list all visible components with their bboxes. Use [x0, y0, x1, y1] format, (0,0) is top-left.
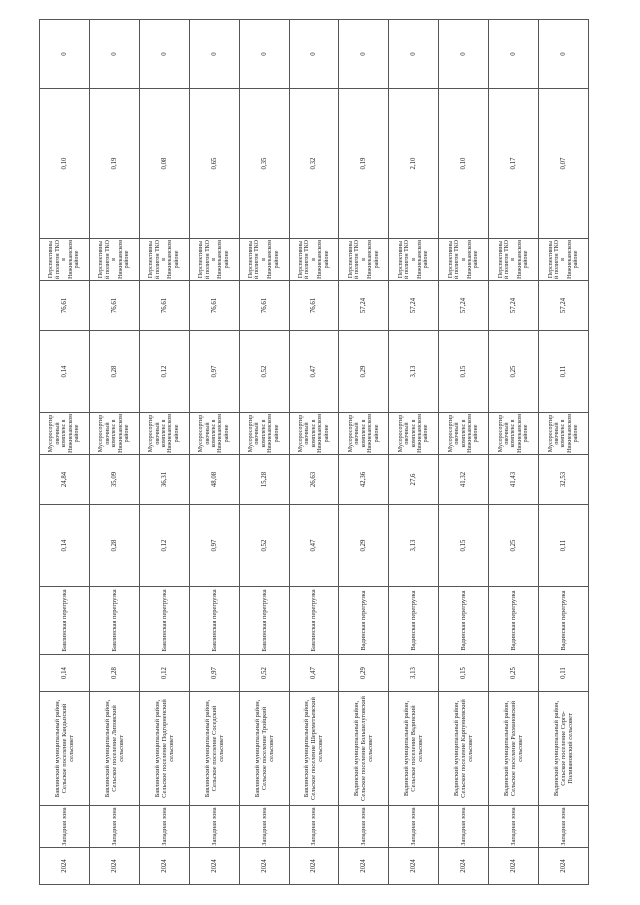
distance-cell: 15,28: [239, 455, 289, 505]
transfer-station-cell: Вадинская перегрузка: [389, 587, 439, 655]
municipality-cell: Вадинский муниципальный район, Сельское поселение Серго-Поливановский сельсовет: [539, 692, 589, 806]
landfill-cell: Перспективный полигон ТКО в Нижнекамском районе: [489, 239, 539, 281]
transfer-station-cell: Бавлинская перегрузка: [189, 587, 239, 655]
table-row: [189, 20, 239, 885]
volume-cell: 0,11: [539, 505, 589, 587]
distance-cell: 76,61: [289, 281, 339, 331]
transfer-station-cell: Вадинская перегрузка: [339, 587, 389, 655]
landfill-cell: Перспективный полигон ТКО в Нижнекамском районе: [539, 239, 589, 281]
volume-cell: 0,28: [89, 331, 139, 413]
zone-cell: Западная зона: [389, 806, 439, 848]
zone-cell: Западная зона: [89, 806, 139, 848]
landfill-cell: Перспективный полигон ТКО в Нижнекамском районе: [239, 239, 289, 281]
volume-cell: 0,10: [439, 89, 489, 239]
distance-cell: 57,24: [439, 281, 489, 331]
volume-cell: 0: [439, 20, 489, 89]
volume-cell: 0,07: [539, 89, 589, 239]
volume-cell: 0,47: [289, 655, 339, 692]
volume-cell: 0,08: [139, 89, 189, 239]
distance-cell: 76,61: [189, 281, 239, 331]
zone-cell: Западная зона: [439, 806, 489, 848]
volume-cell: 0: [239, 20, 289, 89]
table-row: [89, 20, 139, 885]
volume-cell: 0,97: [189, 655, 239, 692]
distance-cell: 36,31: [139, 455, 189, 505]
volume-cell: 0,14: [40, 655, 90, 692]
volume-cell: 3,13: [389, 655, 439, 692]
municipality-cell: Вадинский муниципальный район, Сельское поселение Большелуговский сельсовет: [339, 692, 389, 806]
volume-cell: 0,65: [189, 89, 239, 239]
volume-cell: 0,35: [239, 89, 289, 239]
waste-flow-table: [39, 19, 589, 885]
volume-cell: 0,15: [439, 331, 489, 413]
distance-cell: 57,24: [339, 281, 389, 331]
landfill-cell: Перспективный полигон ТКО в Нижнекамском районе: [40, 239, 90, 281]
volume-cell: 0,29: [339, 655, 389, 692]
zone-cell: Западная зона: [489, 806, 539, 848]
table-row: [339, 20, 389, 885]
distance-cell: 57,24: [539, 281, 589, 331]
municipality-cell: Бавлинский муниципальный район, Сельское поселение Кандызский сельсовет: [40, 692, 90, 806]
volume-cell: 0,47: [289, 331, 339, 413]
zone-cell: Западная зона: [189, 806, 239, 848]
municipality-cell: Бавлинский муниципальный район, Сельское поселение Липовский сельсовет: [89, 692, 139, 806]
volume-cell: 0: [189, 20, 239, 89]
volume-cell: 0,25: [489, 655, 539, 692]
year-cell: 2024: [439, 848, 489, 885]
volume-cell: 0,12: [139, 505, 189, 587]
volume-cell: 0,12: [139, 655, 189, 692]
landfill-cell: Перспективный полигон ТКО в Нижнекамском районе: [339, 239, 389, 281]
sorting-facility-cell: Мусоросортировочный комплекс в Нижнекамском районе: [539, 413, 589, 455]
volume-cell: 0,29: [339, 505, 389, 587]
municipality-cell: Бавлинский муниципальный район, Сельское поселение Шереметьевский сельсовет: [289, 692, 339, 806]
distance-cell: 76,61: [40, 281, 90, 331]
transfer-station-cell: Вадинская перегрузка: [489, 587, 539, 655]
table-row: [289, 20, 339, 885]
volume-cell: 0,19: [339, 89, 389, 239]
distance-cell: 76,61: [139, 281, 189, 331]
zone-cell: Западная зона: [339, 806, 389, 848]
municipality-cell: Бавлинский муниципальный район, Сельское поселение Тройцкий сельсовет: [239, 692, 289, 806]
year-cell: 2024: [489, 848, 539, 885]
volume-cell: 0,17: [489, 89, 539, 239]
volume-cell: 0,97: [189, 331, 239, 413]
landfill-cell: Перспективный полигон ТКО в Нижнекамском районе: [89, 239, 139, 281]
year-cell: 2024: [139, 848, 189, 885]
year-cell: 2024: [289, 848, 339, 885]
volume-cell: 0,11: [539, 655, 589, 692]
volume-cell: 0,11: [539, 331, 589, 413]
sorting-facility-cell: Мусоросортировочный комплекс в Нижнекамском районе: [139, 413, 189, 455]
volume-cell: 0: [89, 20, 139, 89]
distance-cell: 57,24: [489, 281, 539, 331]
distance-cell: 24,84: [40, 455, 90, 505]
distance-cell: 26,63: [289, 455, 339, 505]
municipality-cell: Вадинский муниципальный район, Сельское поселение Вадинский сельсовет: [389, 692, 439, 806]
rotated-page: [39, 20, 589, 885]
volume-cell: 0,14: [40, 505, 90, 587]
distance-cell: 76,61: [239, 281, 289, 331]
distance-cell: 48,08: [189, 455, 239, 505]
zone-cell: Западная зона: [40, 806, 90, 848]
volume-cell: 0,32: [289, 89, 339, 239]
volume-cell: 0: [339, 20, 389, 89]
municipality-cell: Бавлинский муниципальный район, Сельское поселение Подгорненский сельсовет: [139, 692, 189, 806]
volume-cell: 0: [489, 20, 539, 89]
distance-cell: 57,24: [389, 281, 439, 331]
transfer-station-cell: Вадинская перегрузка: [439, 587, 489, 655]
transfer-station-cell: Бавлинская перегрузка: [239, 587, 289, 655]
year-cell: 2024: [239, 848, 289, 885]
volume-cell: 0: [40, 20, 90, 89]
table-row: [539, 20, 589, 885]
volume-cell: 0,10: [40, 89, 90, 239]
distance-cell: 76,61: [89, 281, 139, 331]
volume-cell: 0: [539, 20, 589, 89]
year-cell: 2024: [389, 848, 439, 885]
volume-cell: 0,97: [189, 505, 239, 587]
distance-cell: 42,36: [339, 455, 389, 505]
municipality-cell: Вадинский муниципальный район, Сельское поселение Рахмановский сельсовет: [489, 692, 539, 806]
zone-cell: Западная зона: [139, 806, 189, 848]
sorting-facility-cell: Мусоросортировочный комплекс в Нижнекамском районе: [89, 413, 139, 455]
volume-cell: 2,10: [389, 89, 439, 239]
sorting-facility-cell: Мусоросортировочный комплекс в Нижнекамском районе: [289, 413, 339, 455]
transfer-station-cell: Бавлинская перегрузка: [89, 587, 139, 655]
table-row: [40, 20, 90, 885]
sorting-facility-cell: Мусоросортировочный комплекс в Нижнекамском районе: [489, 413, 539, 455]
year-cell: 2024: [339, 848, 389, 885]
volume-cell: 0,29: [339, 331, 389, 413]
table-row: [139, 20, 189, 885]
municipality-cell: Вадинский муниципальный район, Сельское поселение Карпуниевский сельсовет: [439, 692, 489, 806]
zone-cell: Западная зона: [239, 806, 289, 848]
volume-cell: 0,14: [40, 331, 90, 413]
distance-cell: 35,09: [89, 455, 139, 505]
volume-cell: 0: [139, 20, 189, 89]
municipality-cell: Бавлинский муниципальный район, Сельское поселение Соседский сельсовет: [189, 692, 239, 806]
year-cell: 2024: [40, 848, 90, 885]
volume-cell: 0,15: [439, 505, 489, 587]
volume-cell: 0: [389, 20, 439, 89]
landfill-cell: Перспективный полигон ТКО в Нижнекамском районе: [189, 239, 239, 281]
volume-cell: 0: [289, 20, 339, 89]
table-row: [489, 20, 539, 885]
zone-cell: Западная зона: [289, 806, 339, 848]
year-cell: 2024: [89, 848, 139, 885]
volume-cell: 0,25: [489, 331, 539, 413]
distance-cell: 41,43: [489, 455, 539, 505]
sorting-facility-cell: Мусоросортировочный комплекс в Нижнекамском районе: [239, 413, 289, 455]
sorting-facility-cell: Мусоросортировочный комплекс в Нижнекамском районе: [439, 413, 489, 455]
volume-cell: 0,52: [239, 331, 289, 413]
transfer-station-cell: Бавлинская перегрузка: [289, 587, 339, 655]
volume-cell: 3,13: [389, 331, 439, 413]
transfer-station-cell: Бавлинская перегрузка: [40, 587, 90, 655]
volume-cell: 0,52: [239, 655, 289, 692]
transfer-station-cell: Бавлинская перегрузка: [139, 587, 189, 655]
volume-cell: 0,28: [89, 655, 139, 692]
sorting-facility-cell: Мусоросортировочный комплекс в Нижнекамском районе: [339, 413, 389, 455]
table-row: [439, 20, 489, 885]
transfer-station-cell: Вадинская перегрузка: [539, 587, 589, 655]
table-body: [40, 20, 589, 885]
year-cell: 2024: [189, 848, 239, 885]
distance-cell: 41,32: [439, 455, 489, 505]
volume-cell: 3,13: [389, 505, 439, 587]
distance-cell: 27,6: [389, 455, 439, 505]
volume-cell: 0,25: [489, 505, 539, 587]
landfill-cell: Перспективный полигон ТКО в Нижнекамском районе: [439, 239, 489, 281]
sorting-facility-cell: Мусоросортировочный комплекс в Нижнекамском районе: [40, 413, 90, 455]
volume-cell: 0,15: [439, 655, 489, 692]
sorting-facility-cell: Мусоросортировочный комплекс в Нижнекамском районе: [189, 413, 239, 455]
year-cell: 2024: [539, 848, 589, 885]
table-row: [239, 20, 289, 885]
volume-cell: 0,28: [89, 505, 139, 587]
volume-cell: 0,47: [289, 505, 339, 587]
landfill-cell: Перспективный полигон ТКО в Нижнекамском районе: [289, 239, 339, 281]
zone-cell: Западная зона: [539, 806, 589, 848]
table-row: [389, 20, 439, 885]
landfill-cell: Перспективный полигон ТКО в Нижнекамском районе: [389, 239, 439, 281]
volume-cell: 0,52: [239, 505, 289, 587]
distance-cell: 32,53: [539, 455, 589, 505]
volume-cell: 0,19: [89, 89, 139, 239]
volume-cell: 0,12: [139, 331, 189, 413]
landfill-cell: Перспективный полигон ТКО в Нижнекамском районе: [139, 239, 189, 281]
sorting-facility-cell: Мусоросортировочный комплекс в Нижнекамском районе: [389, 413, 439, 455]
